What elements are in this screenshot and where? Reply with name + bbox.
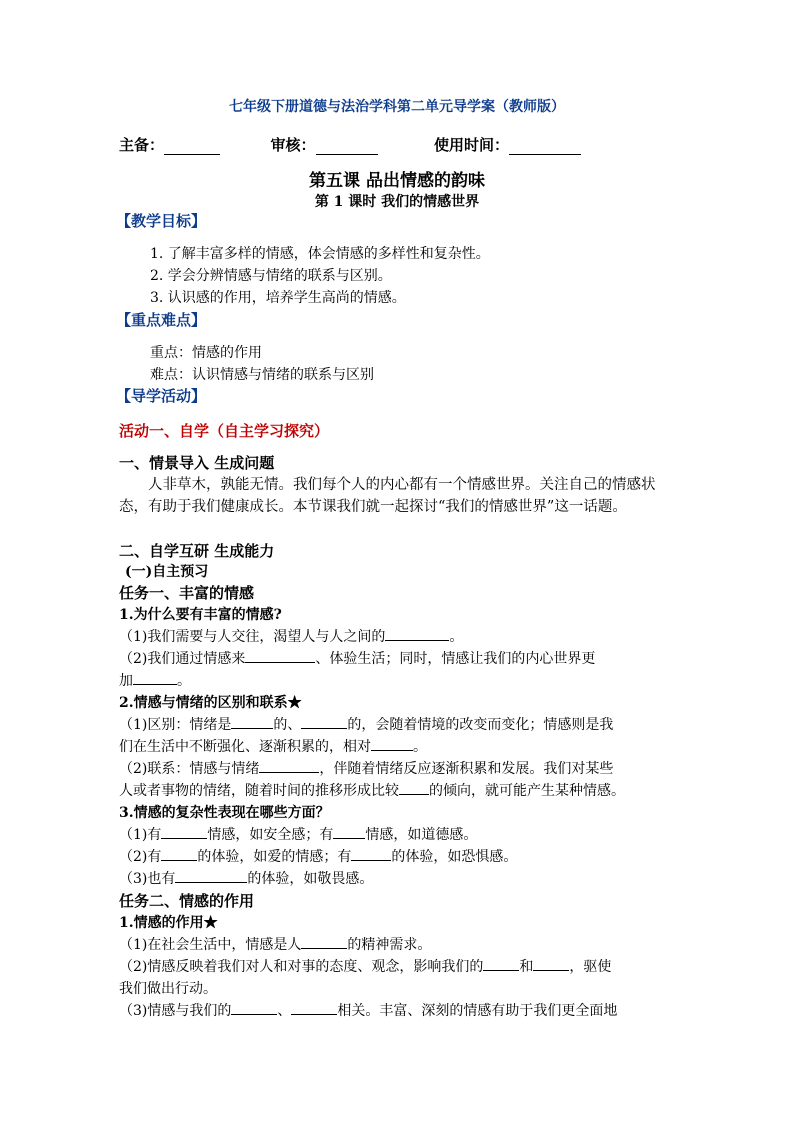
zhubei-blank [164,140,220,155]
task1-q3-answer3: （3)也有 的体验，如敬畏感。 [119,868,373,890]
task1-q2-answer1: （1)区别：情绪是 的、 的，会随着情境的改变而变化；情感则是我 [119,714,613,736]
task1-q1-answer2-cont: 加 。 [119,670,191,692]
shenhe-label: 审核： [270,136,316,154]
section-goals: 【教学目标】 [116,212,207,230]
meta-line [119,134,581,155]
task2-answer2-cont: 我们做出行动。 [119,981,217,997]
task1-q1-answer2: （2)我们通过情感来 、体验生活；同时，情感让我们的内心世界更 [119,648,595,670]
task2-answer1: （1)在社会生活中，情感是人 的精神需求。 [119,934,431,956]
difficult-point: 难点：认识情感与情绪的联系与区别 [150,367,374,383]
task1-heading: 任务一、丰富的情感 [119,584,255,602]
task2-answer2: （2)情感反映着我们对人和对事的态度、观念，影响我们的 和 ，驱使 [119,956,611,978]
task1-q3-answer2: （2)有 的体验，如爱的情感；有 的体验，如恐惧感。 [119,846,517,868]
lesson-subtitle: 第 1 课时 我们的情感世界 [314,194,480,210]
part1-heading: 一、情景导入 生成问题 [119,454,275,472]
shiyong-blank [509,140,581,155]
task1-q2-answer2: （2)联系：情感与情绪 ，伴随着情绪反应逐渐积累和发展。我们对某些 [119,758,613,780]
task2-answer3: （3)情感与我们的 、 相关。丰富、深刻的情感有助于我们更全面地 [119,1000,617,1022]
task2-heading: 任务二、情感的作用 [119,892,255,910]
section-guide: 【导学活动】 [116,387,207,405]
task1-q2-answer1-cont: 们在生活中不断强化、逐渐积累的，相对 。 [119,736,427,758]
task2-q1: 1.情感的作用★ [119,915,218,931]
key-point: 重点：情感的作用 [150,345,262,361]
section-key: 【重点难点】 [116,311,207,329]
task1-q2-answer2-cont: 人或者事物的情绪，随着时间的推移形成比较 的倾向，就可能产生某种情感。 [119,780,625,802]
task1-q1: 1.为什么要有丰富的情感? [119,607,282,623]
task1-q2: 2.情感与情绪的区别和联系★ [119,695,302,711]
activity-one-heading: 活动一、自学（自主学习探究） [119,422,330,440]
lesson-title: 第五课 品出情感的韵味 [309,171,485,191]
intro-paragraph: 人非草木，孰能无情。我们每个人的内心都有一个情感世界。关注自己的情感状态，有助于我们健康成长。本节课我们就一起探讨“我们的情感世界”这一话题。 [119,477,656,515]
task1-q3: 3.情感的复杂性表现在哪些方面？ [119,805,330,821]
document-title: 七年级下册道德与法治学科第二单元导学案（教师版） [229,99,565,115]
shenhe-blank [316,140,378,155]
goal-2: 2. 学会分辨情感与情绪的联系与区别。 [150,268,392,284]
task1-q3-answer1: （1)有 情感，如安全感；有 情感，如道德感。 [119,824,477,846]
shiyong-label: 使用时间： [433,136,509,154]
task1-q1-answer1: （1)我们需要与人交往，渴望人与人之间的 。 [119,626,463,648]
self-preview-heading: (一)自主预习 [125,564,209,580]
goal-1: 1. 了解丰富多样的情感，体会情感的多样性和复杂性。 [150,246,490,262]
goal-3: 3. 认识感的作用，培养学生高尚的情感。 [150,290,406,306]
zhubei-label: 主备： [119,136,165,154]
part2-heading: 二、自学互研 生成能力 [119,542,275,560]
